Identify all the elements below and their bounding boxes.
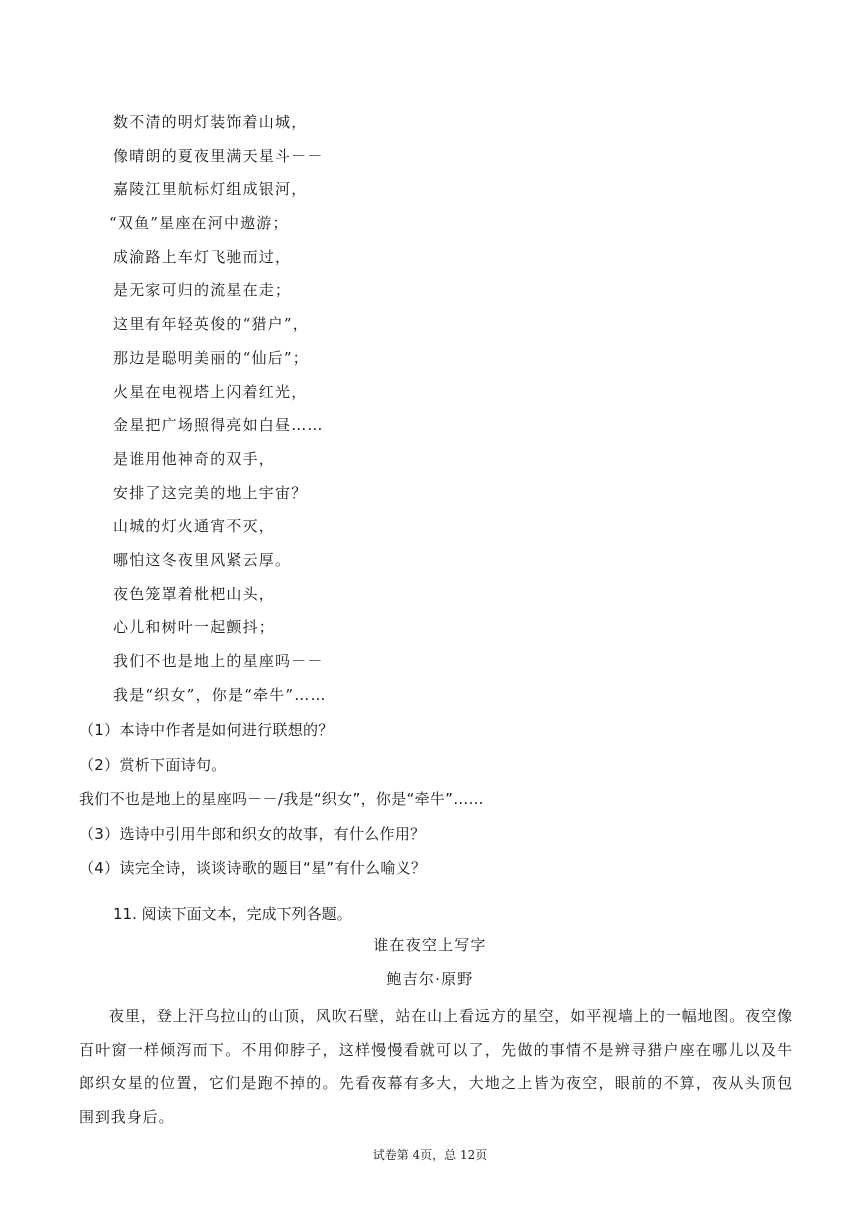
question-2: （2）赏析下面诗句。 — [79, 755, 227, 774]
poem-line: 这里有年轻英俊的“猎户”， — [113, 315, 309, 334]
poem-line: 我是“织女”，你是“牵牛”…… — [113, 685, 327, 704]
article-title: 谁在夜空上写字 — [373, 936, 487, 954]
poem-line: 数不清的明灯装饰着山城， — [113, 113, 308, 131]
poem-line: “双鱼”星座在河中遨游； — [109, 214, 289, 233]
poem-line: 安排了这完美的地上宇宙？ — [113, 483, 308, 502]
poem-line: 金星把广场照得亮如白昼…… — [113, 416, 324, 435]
question-2-quote: 我们不也是地上的星座吗－－/我是“织女”，你是“牵牛”…… — [79, 790, 484, 808]
poem-line: 夜色笼罩着枇杷山头， — [113, 584, 276, 603]
poem-line: 那边是聪明美丽的“仙后”； — [113, 348, 309, 367]
poem-line: 山城的灯火通宵不灭， — [113, 517, 276, 536]
article-author: 鲍吉尔·原野 — [386, 970, 474, 988]
poem-line: 成渝路上车灯飞驰而过， — [113, 247, 292, 266]
poem-line: 哪怕这冬夜里风紧云厚。 — [113, 550, 292, 569]
poem-line: 是谁用他神奇的双手， — [113, 449, 276, 468]
article-paragraph: 夜里，登上汗乌拉山的山顶，风吹石壁，站在山上看远方的星空，如平视墙上的一幅地图。夜空像百叶窗一样倾泻而下。不用仰脖子，这样慢慢看就可以了，先做的事情不是辨寻猎户座在哪儿以及牛郎织女星的位置，它们是跑不掉的。先看夜幕有多大，大地之上皆为夜空，眼前的不算，夜从头顶包围到我身后。 — [79, 1007, 793, 1127]
poem-block — [109, 111, 753, 717]
question-block — [79, 719, 799, 892]
poem-line: 是无家可归的流星在走； — [113, 281, 292, 300]
page-footer: 试卷第 4页，总 12页 — [372, 1148, 488, 1162]
section-11-heading: 11. 阅读下面文本，完成下列各题。 — [113, 905, 352, 923]
poem-line: 像晴朗的夏夜里满天星斗－－ — [113, 146, 324, 165]
poem-line: 我们不也是地上的星座吗－－ — [113, 652, 324, 670]
question-3: （3）选诗中引用牛郎和织女的故事，有什么作用？ — [79, 824, 426, 843]
poem-line: 嘉陵江里航标灯组成银河， — [113, 180, 308, 199]
poem-line: 心儿和树叶一起颤抖； — [113, 618, 276, 637]
poem-line: 火星在电视塔上闪着红光， — [113, 382, 308, 401]
question-4: （4）读完全诗，谈谈诗歌的题目“星”有什么喻义？ — [79, 859, 427, 877]
question-1: （1）本诗中作者是如何进行联想的？ — [79, 721, 334, 739]
